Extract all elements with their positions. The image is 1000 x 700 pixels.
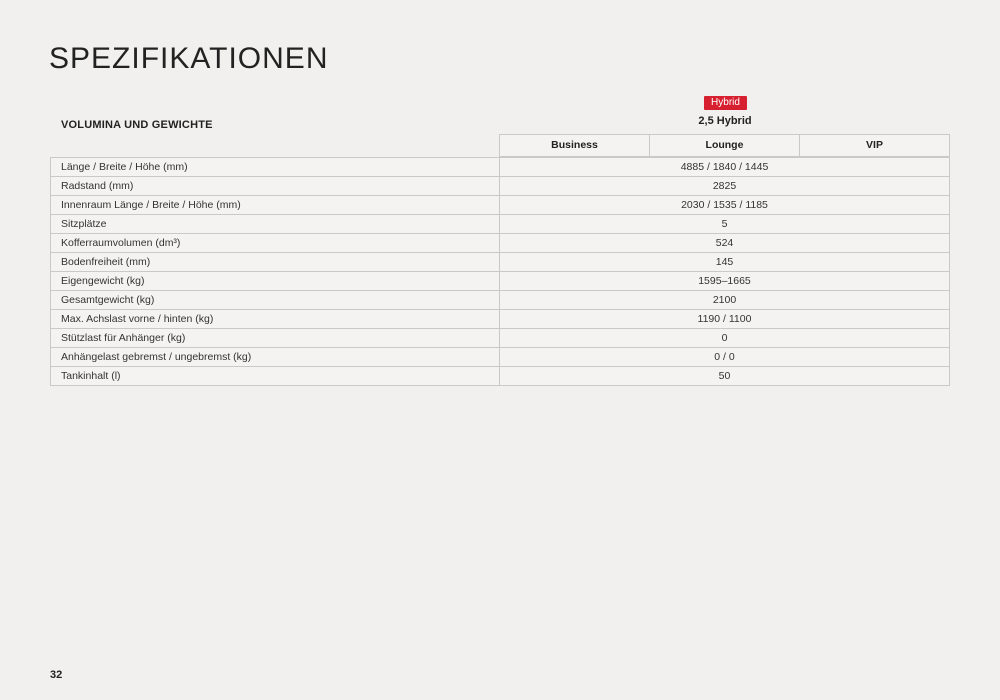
table-row <box>51 177 950 196</box>
row-label: Kofferraumvolumen (dm³) <box>51 234 500 253</box>
row-label: Eigengewicht (kg) <box>51 272 500 291</box>
row-label: Innenraum Länge / Breite / Höhe (mm) <box>51 196 500 215</box>
row-value: 1595–1665 <box>500 272 950 291</box>
row-label: Stützlast für Anhänger (kg) <box>51 329 500 348</box>
table-row <box>51 158 950 177</box>
page-number: 32 <box>50 669 63 681</box>
table-row <box>51 253 950 272</box>
variant-header <box>499 134 950 157</box>
hybrid-badge: Hybrid <box>704 96 747 110</box>
row-label: Tankinhalt (l) <box>51 367 500 386</box>
table-row <box>51 234 950 253</box>
table-row <box>51 215 950 234</box>
row-value: 524 <box>500 234 950 253</box>
page-title: SPEZIFIKATIONEN <box>49 42 329 75</box>
row-label: Max. Achslast vorne / hinten (kg) <box>51 310 500 329</box>
section-title: VOLUMINA UND GEWICHTE <box>61 119 213 131</box>
variant-lounge: Lounge <box>649 135 799 156</box>
row-value: 5 <box>500 215 950 234</box>
row-label: Länge / Breite / Höhe (mm) <box>51 158 500 177</box>
row-value: 50 <box>500 367 950 386</box>
table-row <box>51 291 950 310</box>
row-value: 0 / 0 <box>500 348 950 367</box>
row-value: 4885 / 1840 / 1445 <box>500 158 950 177</box>
table-row <box>51 196 950 215</box>
table-row <box>51 367 950 386</box>
row-value: 1190 / 1100 <box>500 310 950 329</box>
variant-vip: VIP <box>799 135 949 156</box>
row-value: 2100 <box>500 291 950 310</box>
row-label: Anhängelast gebremst / ungebremst (kg) <box>51 348 500 367</box>
table-row <box>51 310 950 329</box>
row-value: 2825 <box>500 177 950 196</box>
variant-business: Business <box>551 139 598 151</box>
row-value: 0 <box>500 329 950 348</box>
row-value: 145 <box>500 253 950 272</box>
row-label: Bodenfreiheit (mm) <box>51 253 500 272</box>
spec-table <box>50 157 950 386</box>
row-label: Radstand (mm) <box>51 177 500 196</box>
table-row <box>51 348 950 367</box>
row-value: 2030 / 1535 / 1185 <box>500 196 950 215</box>
table-row <box>51 329 950 348</box>
row-label: Gesamtgewicht (kg) <box>51 291 500 310</box>
row-label: Sitzplätze <box>51 215 500 234</box>
table-row <box>51 272 950 291</box>
engine-label: 2,5 Hybrid <box>698 115 752 127</box>
